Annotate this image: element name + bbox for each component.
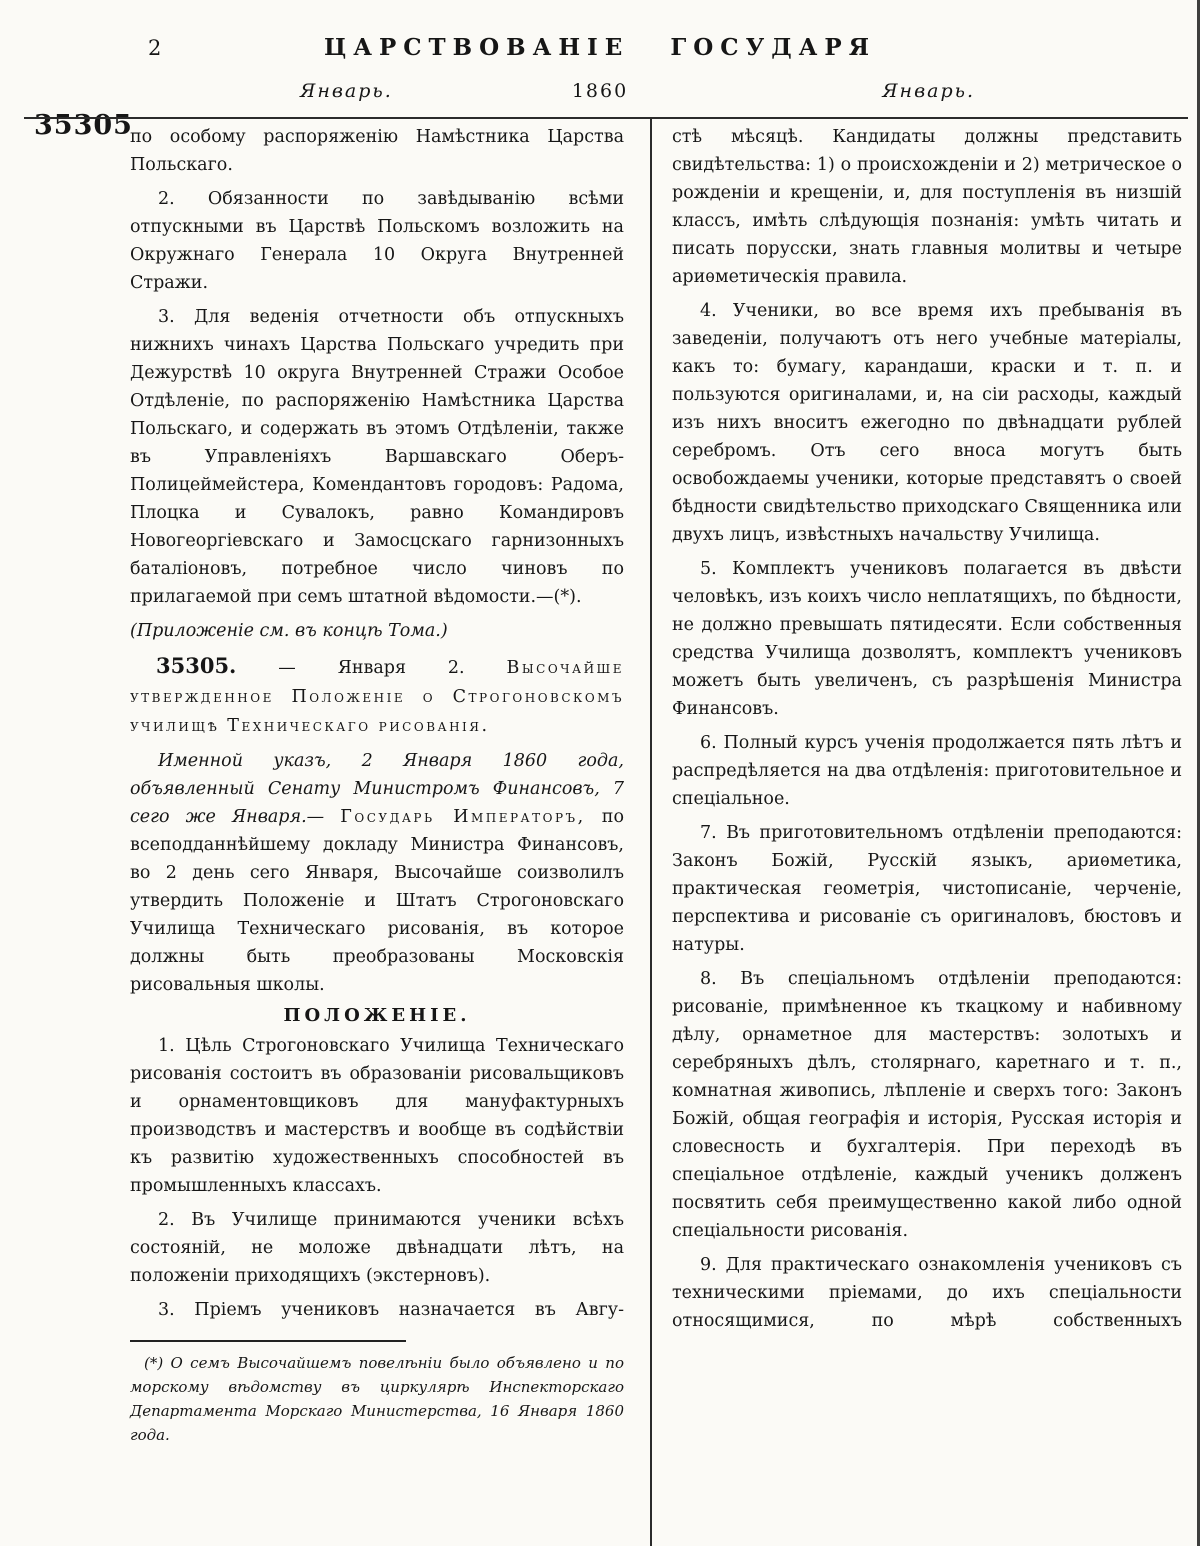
decree-body: по всеподданнѣйшему докладу Министра Финансовъ, во 2 день сего Января, Высочайше соизволилъ утвердить Положеніе и Штатъ Строгоновскаго Училища Техническаго рисованія, въ которое должны быть преобразованы Московскія рисовальныя школы. <box>130 807 624 995</box>
act-number: 35305. <box>156 653 237 678</box>
month-label-right: Январь. <box>882 80 975 102</box>
right-column <box>652 119 1188 1546</box>
act-title: Высочайше утвержденное Положеніе о Строгоновскомъ училищѣ Техническаго рисованія. <box>130 658 624 736</box>
year-label: 1860 <box>571 80 629 102</box>
statute-paragraph-3: 3. Пріемъ учениковъ назначается въ Авгу- <box>158 1300 624 1320</box>
paragraph-8: 8. Въ спеціальномъ отдѣленіи преподаются: рисованіе, примѣненное къ ткацкому и набивному дѣлу, орнаметное для мастерствъ: золотыхъ и серебряныхъ дѣлъ, столярнаго, каретнаго и т. п., комнатная живопись, лѣпленіе и сверхъ того: Законъ Божій, общая географія и исторія, Русская исторія и словесность и бухгалтерія. При переходѣ въ спеціальное отдѣленіе, каждый ученикъ долженъ посвятить себя преимущественно какой либо одной спеціальности рисованія. <box>672 969 1182 1241</box>
footnote-block <box>130 1340 624 1447</box>
paragraph-3: 3. Для веденія отчетности объ отпускныхъ нижнихъ чинахъ Царства Польскаго учредить при Дежурствѣ 10 округа Внутренней Стражи Особое Отдѣленіе, по распоряженію Намѣстника Царства Польскаго, и содержать въ этомъ Отдѣленіи, также въ Управленіяхъ Варшавскаго Оберъ-Полицеймейстера, Комендантовъ городовъ: Радома, Плоцка и Сувалокъ, равно Командировъ Новогеоргіевскаго и Замосцскаго гарнизонныхъ баталіоновъ, потребное число чиновъ по прилагаемой при семъ штатной вѣдомости.—(*). <box>130 307 624 607</box>
footnote: (*) О семъ Высочайшемъ повелѣніи было объявлено и по морскому вѣдомству въ циркулярѣ Инспекторскаго Департамента Морскаго Министерства, 16 Января 1860 года. <box>130 1354 624 1444</box>
footnote-rule <box>130 1340 406 1342</box>
continuation-paragraph: стѣ мѣсяцѣ. Кандидаты должны представить свидѣтельства: 1) о происхожденіи и 2) метрическое о рожденіи и крещеніи, и, для поступленія въ низшій классъ, имѣть слѣдующія познанія: умѣть читать и писать порусски, знать главныя молитвы и четыре ариѳметическія правила. <box>672 127 1182 287</box>
columns-area <box>24 117 1188 1546</box>
paragraph-2: 2. Обязанности по завѣдыванію всѣми отпускными въ Царствѣ Польскомъ возложить на Окружнаго Генерала 10 Округа Внутренней Стражи. <box>130 189 624 293</box>
statute-paragraph-2: 2. Въ Училище принимаются ученики всѣхъ состояній, не моложе двѣнадцати лѣтъ, на положеніи приходящихъ (экстерновъ). <box>130 1210 624 1286</box>
running-title: ЦАРСТВОВАНІЕ ГОСУДАРЯ <box>324 34 876 61</box>
statute-paragraph-1: 1. Цѣль Строгоновскаго Училища Техническаго рисованія состоитъ въ образованіи рисовальщиковъ и орнаментовщиковъ для мануфактурныхъ производствъ и мастерствъ и вообще въ содѣйствіи къ развитію художественныхъ способностей въ промышленныхъ классахъ. <box>130 1036 624 1196</box>
left-column <box>24 119 650 1546</box>
paragraph-9: 9. Для практическаго ознакомленія учениковъ съ техническими пріемами, до ихъ спеціальности относящимися, по мѣрѣ собственныхъ <box>672 1255 1182 1331</box>
paragraph-7: 7. Въ приготовительномъ отдѣленіи преподаются: Законъ Божій, Русскій языкъ, ариѳметика, практическая геометрія, чистописаніе, черченіе, перспектива и рисованіе съ оригиналовъ, бюстовъ и натуры. <box>672 823 1182 955</box>
paragraph-5: 5. Комплектъ учениковъ полагается въ двѣсти человѣкъ, изъ коихъ число неплатящихъ, по бѣдности, не должно превышать пятидесяти. Если собственныя средства Училища дозволятъ, комплектъ учениковъ можетъ быть увеличенъ, съ разрѣшенія Министра Финансовъ. <box>672 559 1182 719</box>
page-number: 2 <box>148 36 162 60</box>
month-label-left: Январь. <box>300 80 393 102</box>
decree-lead: Именной указъ, 2 Января 1860 года, объявленный Сенату Министромъ Финансовъ, 7 сего же Января.— <box>130 751 624 827</box>
continuation-paragraph: по особому распоряженію Намѣстника Царства Польскаго. <box>130 127 624 175</box>
paragraph-4: 4. Ученики, во все время ихъ пребыванія въ заведеніи, получаютъ отъ него учебные матеріалы, какъ то: бумагу, карандаши, краски и т. п. и пользуются оригиналами, и, на сіи расходы, каждый изъ нихъ вноситъ ежегодно по двѣнадцати рублей серебромъ. Отъ сего вноса могутъ быть освобождаемы ученики, которые представятъ о своей бѣдности свидѣтельство приходскаго Священника или двухъ лицъ, извѣстныхъ начальству Училища. <box>672 301 1182 545</box>
decree-sovereign: Государь Императоръ, <box>340 807 586 827</box>
act-date: Января 2. <box>337 658 465 678</box>
act-heading <box>130 651 624 741</box>
act-margin-number: 35305 <box>34 110 133 141</box>
decree-paragraph <box>130 747 624 999</box>
section-heading: ПОЛОЖЕНІЕ. <box>283 1005 471 1026</box>
act-dash: — <box>278 658 296 678</box>
appendix-note: (Приложеніе см. въ концѣ Тома.) <box>130 621 448 641</box>
paragraph-6: 6. Полный курсъ ученія продолжается пять лѣтъ и распредѣляется на два отдѣленія: приготовительное и спеціальное. <box>672 733 1182 809</box>
